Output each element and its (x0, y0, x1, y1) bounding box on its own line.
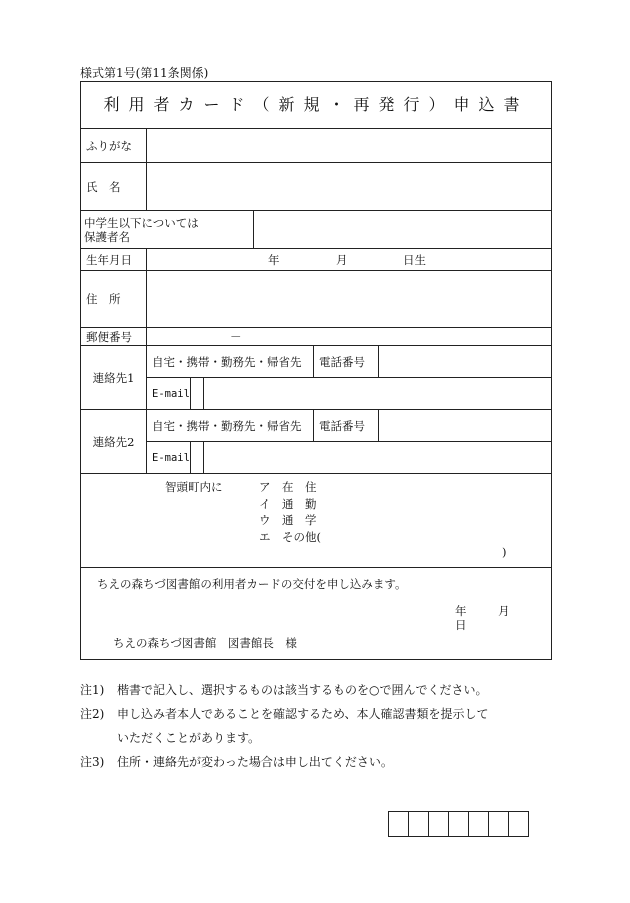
contact1-phone-label: 電話番号 (314, 346, 379, 378)
birth-day-unit: 日生 (403, 253, 426, 267)
contact1-phone-input[interactable] (379, 346, 552, 378)
office-use-box[interactable] (408, 811, 429, 837)
guardian-input[interactable] (314, 211, 552, 249)
guardian-label (81, 211, 314, 249)
office-use-box[interactable] (508, 811, 529, 837)
furigana-label: ふりがな (81, 129, 147, 163)
contact2-phone-label: 電話番号 (314, 410, 379, 442)
note-1-number: 注1) (80, 683, 105, 697)
note-2-number: 注2) (80, 707, 105, 721)
note-2-continuation: いただくことがあります。 (117, 731, 261, 745)
residency-option-school[interactable]: ウ 通 学 (259, 513, 317, 527)
contact1-email-label: E-mail (147, 378, 204, 410)
birth-year-unit: 年 (268, 253, 280, 267)
residency-lead: 智頭町内に (165, 480, 223, 494)
contact1-row (81, 346, 552, 378)
contact2-type-options[interactable]: 自宅・携帯・勤務先・帰省先 (147, 410, 314, 442)
contact2-row (81, 410, 552, 442)
form-number-label: 様式第1号(第11条関係) (80, 66, 209, 80)
note-1-text: 楷書で記入し、選択するものは該当するものを○で囲んでください。 (117, 683, 488, 697)
application-statement: ちえの森ちづ図書館の利用者カードの交付を申し込みます。 (97, 577, 407, 591)
name-input[interactable] (147, 163, 552, 211)
furigana-input[interactable] (147, 129, 552, 163)
residency-block (81, 474, 552, 568)
residency-option-other[interactable]: エ その他( (259, 529, 321, 544)
postal-row (81, 328, 552, 346)
contact2-email-input[interactable] (204, 442, 552, 474)
office-use-boxes (389, 811, 529, 837)
application-date[interactable]: 年 月 日 (455, 604, 510, 632)
birthdate-row (81, 249, 552, 271)
residency-other-close-paren: ) (502, 545, 507, 559)
furigana-row (81, 129, 552, 163)
note-3-text: 住所・連絡先が変わった場合は申し出てください。 (117, 755, 393, 769)
postal-label: 郵便番号 (81, 328, 147, 346)
contact1-type-options[interactable]: 自宅・携帯・勤務先・帰省先 (147, 346, 314, 378)
note-2-text: 申し込み者本人であることを確認するため、本人確認書類を提示して (117, 707, 489, 721)
office-use-box[interactable] (448, 811, 469, 837)
application-recipient: ちえの森ちづ図書館 図書館長 様 (113, 636, 297, 650)
name-row (81, 163, 552, 211)
office-use-box[interactable] (388, 811, 409, 837)
contact2-email-label: E-mail (147, 442, 204, 474)
office-use-box[interactable] (468, 811, 489, 837)
postal-input[interactable] (147, 328, 552, 346)
guardian-label-line1: 中学生以下については (84, 215, 199, 230)
office-use-box[interactable] (488, 811, 509, 837)
office-use-box[interactable] (428, 811, 449, 837)
residency-option-commute[interactable]: イ 通 勤 (259, 496, 317, 511)
residency-options (259, 480, 321, 546)
form-title: 利用者カード（新規・再発行）申込書 (81, 82, 552, 129)
contact1-label: 連絡先1 (81, 346, 147, 410)
birthdate-label: 生年月日 (81, 249, 147, 271)
contact1-email-row (81, 378, 552, 410)
contact2-phone-input[interactable] (379, 410, 552, 442)
contact2-email-row (81, 442, 552, 474)
name-label: 氏 名 (81, 163, 147, 211)
title-row (81, 82, 552, 129)
guardian-row (81, 211, 552, 249)
contact2-label: 連絡先2 (81, 410, 147, 474)
note-3 (80, 753, 489, 777)
residency-option-reside[interactable]: ア 在 住 (259, 480, 317, 494)
application-block (81, 568, 552, 660)
guardian-label-line2: 保護者名 (84, 229, 130, 244)
address-input[interactable] (147, 271, 552, 328)
notes-section (80, 681, 489, 777)
address-label: 住 所 (81, 271, 147, 328)
birth-month-unit: 月 (336, 253, 348, 267)
address-row (81, 271, 552, 328)
residency-row (81, 474, 552, 568)
note-2 (80, 705, 489, 729)
contact1-email-input[interactable] (204, 378, 552, 410)
birthdate-input[interactable] (147, 249, 552, 271)
postal-separator: － (230, 330, 242, 344)
application-row (81, 568, 552, 660)
application-form-table (80, 81, 552, 660)
note-1 (80, 681, 489, 705)
note-3-number: 注3) (80, 755, 105, 769)
